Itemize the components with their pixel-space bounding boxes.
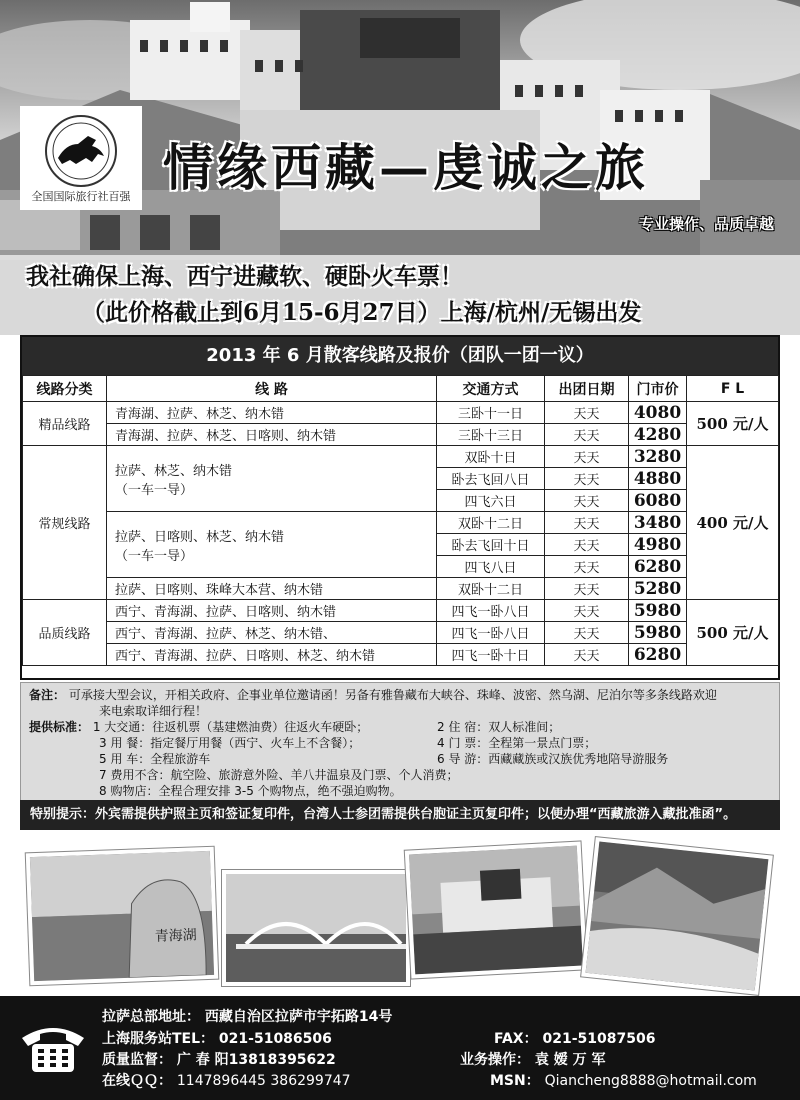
price-cell: 5280 — [629, 578, 687, 600]
remark-text-2: 来电索取详细行程！ — [99, 704, 208, 718]
remark-row — [29, 687, 771, 703]
photo-qinghai-lake — [26, 847, 218, 985]
table-row — [23, 424, 779, 446]
price-cell: 4880 — [629, 468, 687, 490]
route-cell — [107, 512, 437, 578]
transport-cell: 四飞六日 — [437, 490, 545, 512]
table-row — [23, 446, 779, 468]
standard-item: 4 门 票：全程第一景点门票； — [437, 736, 597, 750]
transport-cell: 四飞八日 — [437, 556, 545, 578]
horse-logo-icon — [42, 114, 120, 188]
route-name: 拉萨、日喀则、林芝、纳木错 — [115, 529, 285, 545]
date-cell: 天天 — [545, 512, 629, 534]
price-cell: 4280 — [629, 424, 687, 446]
hq-label: 拉萨总部地址： — [102, 1009, 200, 1025]
fl-cell: 500 元/人 — [687, 402, 779, 446]
column-header: 出团日期 — [545, 376, 629, 402]
qq-value: 1147896445 386299747 — [176, 1073, 351, 1089]
ops-label: 业务操作： — [460, 1052, 530, 1068]
route-cell: 西宁、青海湖、拉萨、林芝、纳木错、 — [107, 622, 437, 644]
photo-mountain-lake — [581, 837, 773, 995]
railway-bridge-image — [226, 874, 406, 982]
price-cell: 5980 — [629, 622, 687, 644]
sh-label: 上海服务站TEL： — [102, 1031, 215, 1047]
route-cell: 青海湖、拉萨、林芝、纳木错 — [107, 402, 437, 424]
transport-cell: 四飞一卧八日 — [437, 600, 545, 622]
standard-label: 提供标准： — [29, 720, 90, 734]
hq-address — [102, 1006, 392, 1026]
route-name: 拉萨、林芝、纳木错 — [115, 463, 233, 479]
table-row — [23, 600, 779, 622]
fax — [494, 1028, 655, 1048]
route-cell: 拉萨、日喀则、珠峰大本营、纳木错 — [107, 578, 437, 600]
special-tip: 特别提示：外宾需提供护照主页和签证复印件，台湾人士参团需提供台胞证主页复印件；以便办理“西藏旅游入藏批准函”。 — [20, 800, 780, 830]
table-row — [23, 402, 779, 424]
standard-item: 5 用 车：全程旅游车 — [99, 752, 211, 766]
standard-item: 3 用 餐：指定餐厅用餐（西宁、火车上不含餐）； — [99, 736, 361, 750]
category-cell: 精品线路 — [23, 402, 107, 446]
stone-inscription: 青海湖 — [154, 927, 198, 945]
remark-text: 可承接大型会议，开相关政府、企事业单位邀请函！另备有雅鲁藏布大峡谷、珠峰、波密、然乌湖、尼泊尔等多条线路欢迎 — [68, 688, 717, 702]
price-cell: 5980 — [629, 600, 687, 622]
standard-item: 6 导 游：西藏藏族或汉族优秀地陪导游服务 — [437, 752, 669, 766]
transport-cell: 四飞一卧八日 — [437, 622, 545, 644]
operations-contact — [460, 1049, 606, 1069]
date-cell: 天天 — [545, 622, 629, 644]
hq-value: 西藏自治区拉萨市宇拓路14号 — [204, 1009, 393, 1025]
table-header-row — [23, 376, 779, 402]
telephone-icon — [18, 1018, 88, 1076]
price-cell: 3480 — [629, 512, 687, 534]
date-cell: 天天 — [545, 644, 629, 666]
standard-item: 2 住 宿：双人标准间； — [437, 720, 561, 734]
msn-value: Qiancheng8888@hotmail.com — [544, 1073, 757, 1089]
transport-cell: 四飞一卧十日 — [437, 644, 545, 666]
table-row — [23, 644, 779, 666]
date-cell: 天天 — [545, 578, 629, 600]
quality-supervision — [102, 1049, 336, 1069]
qc-label: 质量监督： — [102, 1052, 172, 1068]
route-cell: 西宁、青海湖、拉萨、日喀则、林芝、纳木错 — [107, 644, 437, 666]
transport-cell: 三卧十三日 — [437, 424, 545, 446]
price-cell: 6080 — [629, 490, 687, 512]
remark-row-2 — [29, 703, 771, 719]
standard-row — [29, 719, 771, 735]
standard-item: 1 大交通：往返机票（基建燃油费）往返火车硬卧； — [92, 720, 369, 734]
date-cell: 天天 — [545, 402, 629, 424]
photo-bridge — [222, 870, 410, 986]
ops-value: 袁 嫒 万 军 — [534, 1052, 606, 1068]
logo-caption: 全国国际旅行社百强 — [31, 190, 131, 203]
column-header: 门市价 — [629, 376, 687, 402]
column-header: F L — [687, 376, 779, 402]
route-cell: 青海湖、拉萨、林芝、日喀则、纳木错 — [107, 424, 437, 446]
table-row — [23, 512, 779, 534]
sh-value: 021-51086506 — [218, 1031, 332, 1047]
price-cell: 4980 — [629, 534, 687, 556]
msn — [490, 1070, 757, 1090]
mountain-lake-image — [586, 841, 769, 990]
shanghai-tel — [102, 1028, 332, 1048]
route-cell — [107, 446, 437, 512]
transport-cell: 双卧十二日 — [437, 512, 545, 534]
transport-cell: 双卧十二日 — [437, 578, 545, 600]
transport-cell: 三卧十一日 — [437, 402, 545, 424]
agency-logo — [20, 106, 142, 210]
transport-cell: 卧去飞回十日 — [437, 534, 545, 556]
fax-value: 021-51087506 — [542, 1031, 656, 1047]
standard-row — [29, 783, 771, 799]
standard-item: 7 费用不含：航空险、旅游意外险、羊八井温泉及门票、个人消费； — [99, 768, 459, 782]
slogan: 专业操作、品质卓越 — [638, 215, 774, 233]
fl-cell: 500 元/人 — [687, 600, 779, 666]
qq-label: 在线ＱＱ： — [102, 1073, 172, 1089]
column-header: 交通方式 — [437, 376, 545, 402]
standard-row — [29, 735, 771, 751]
route-note: （一车一导） — [115, 548, 194, 564]
column-header: 线 路 — [107, 376, 437, 402]
column-header: 线路分类 — [23, 376, 107, 402]
msn-label: MSN： — [490, 1073, 540, 1089]
contact-footer — [0, 996, 800, 1100]
fl-cell: 400 元/人 — [687, 446, 779, 600]
date-cell: 天天 — [545, 468, 629, 490]
category-cell: 常规线路 — [23, 446, 107, 600]
price-table — [20, 335, 780, 680]
standard-row — [29, 767, 771, 783]
price-cell: 4080 — [629, 402, 687, 424]
date-cell: 天天 — [545, 490, 629, 512]
qc-value: 广 春 阳13818395622 — [176, 1052, 336, 1068]
table-row — [23, 578, 779, 600]
potala-small-image — [409, 846, 583, 975]
fax-label: FAX： — [494, 1031, 538, 1047]
page-title: 情缘西藏—虔诚之旅 — [163, 138, 649, 197]
promo-subline: （此价格截止到6月15-6月27日）上海/杭州/无锡出发 — [82, 299, 642, 326]
hero-banner — [0, 0, 800, 335]
price-cell: 6280 — [629, 644, 687, 666]
routes-table — [22, 375, 779, 666]
date-cell: 天天 — [545, 534, 629, 556]
price-cell: 3280 — [629, 446, 687, 468]
photo-potala — [405, 841, 587, 978]
route-cell: 西宁、青海湖、拉萨、日喀则、纳木错 — [107, 600, 437, 622]
standard-item: 8 购物店：全程合理安排 3-5 个购物点，绝不强迫购物。 — [99, 784, 402, 798]
price-cell: 6280 — [629, 556, 687, 578]
table-title: 2013 年 6 月散客线路及报价（团队一团一议） — [22, 337, 778, 375]
date-cell: 天天 — [545, 556, 629, 578]
promo-headline: 我社确保上海、西宁进藏软、硬卧火车票！ — [26, 264, 463, 290]
date-cell: 天天 — [545, 600, 629, 622]
route-note: （一车一导） — [115, 482, 194, 498]
transport-cell: 双卧十日 — [437, 446, 545, 468]
transport-cell: 卧去飞回八日 — [437, 468, 545, 490]
online-qq — [102, 1070, 351, 1090]
date-cell: 天天 — [545, 424, 629, 446]
standard-row — [29, 751, 771, 767]
table-row — [23, 622, 779, 644]
remark-label: 备注： — [29, 688, 66, 702]
category-cell: 品质线路 — [23, 600, 107, 666]
date-cell: 天天 — [545, 446, 629, 468]
lake-scene-image — [30, 851, 214, 981]
